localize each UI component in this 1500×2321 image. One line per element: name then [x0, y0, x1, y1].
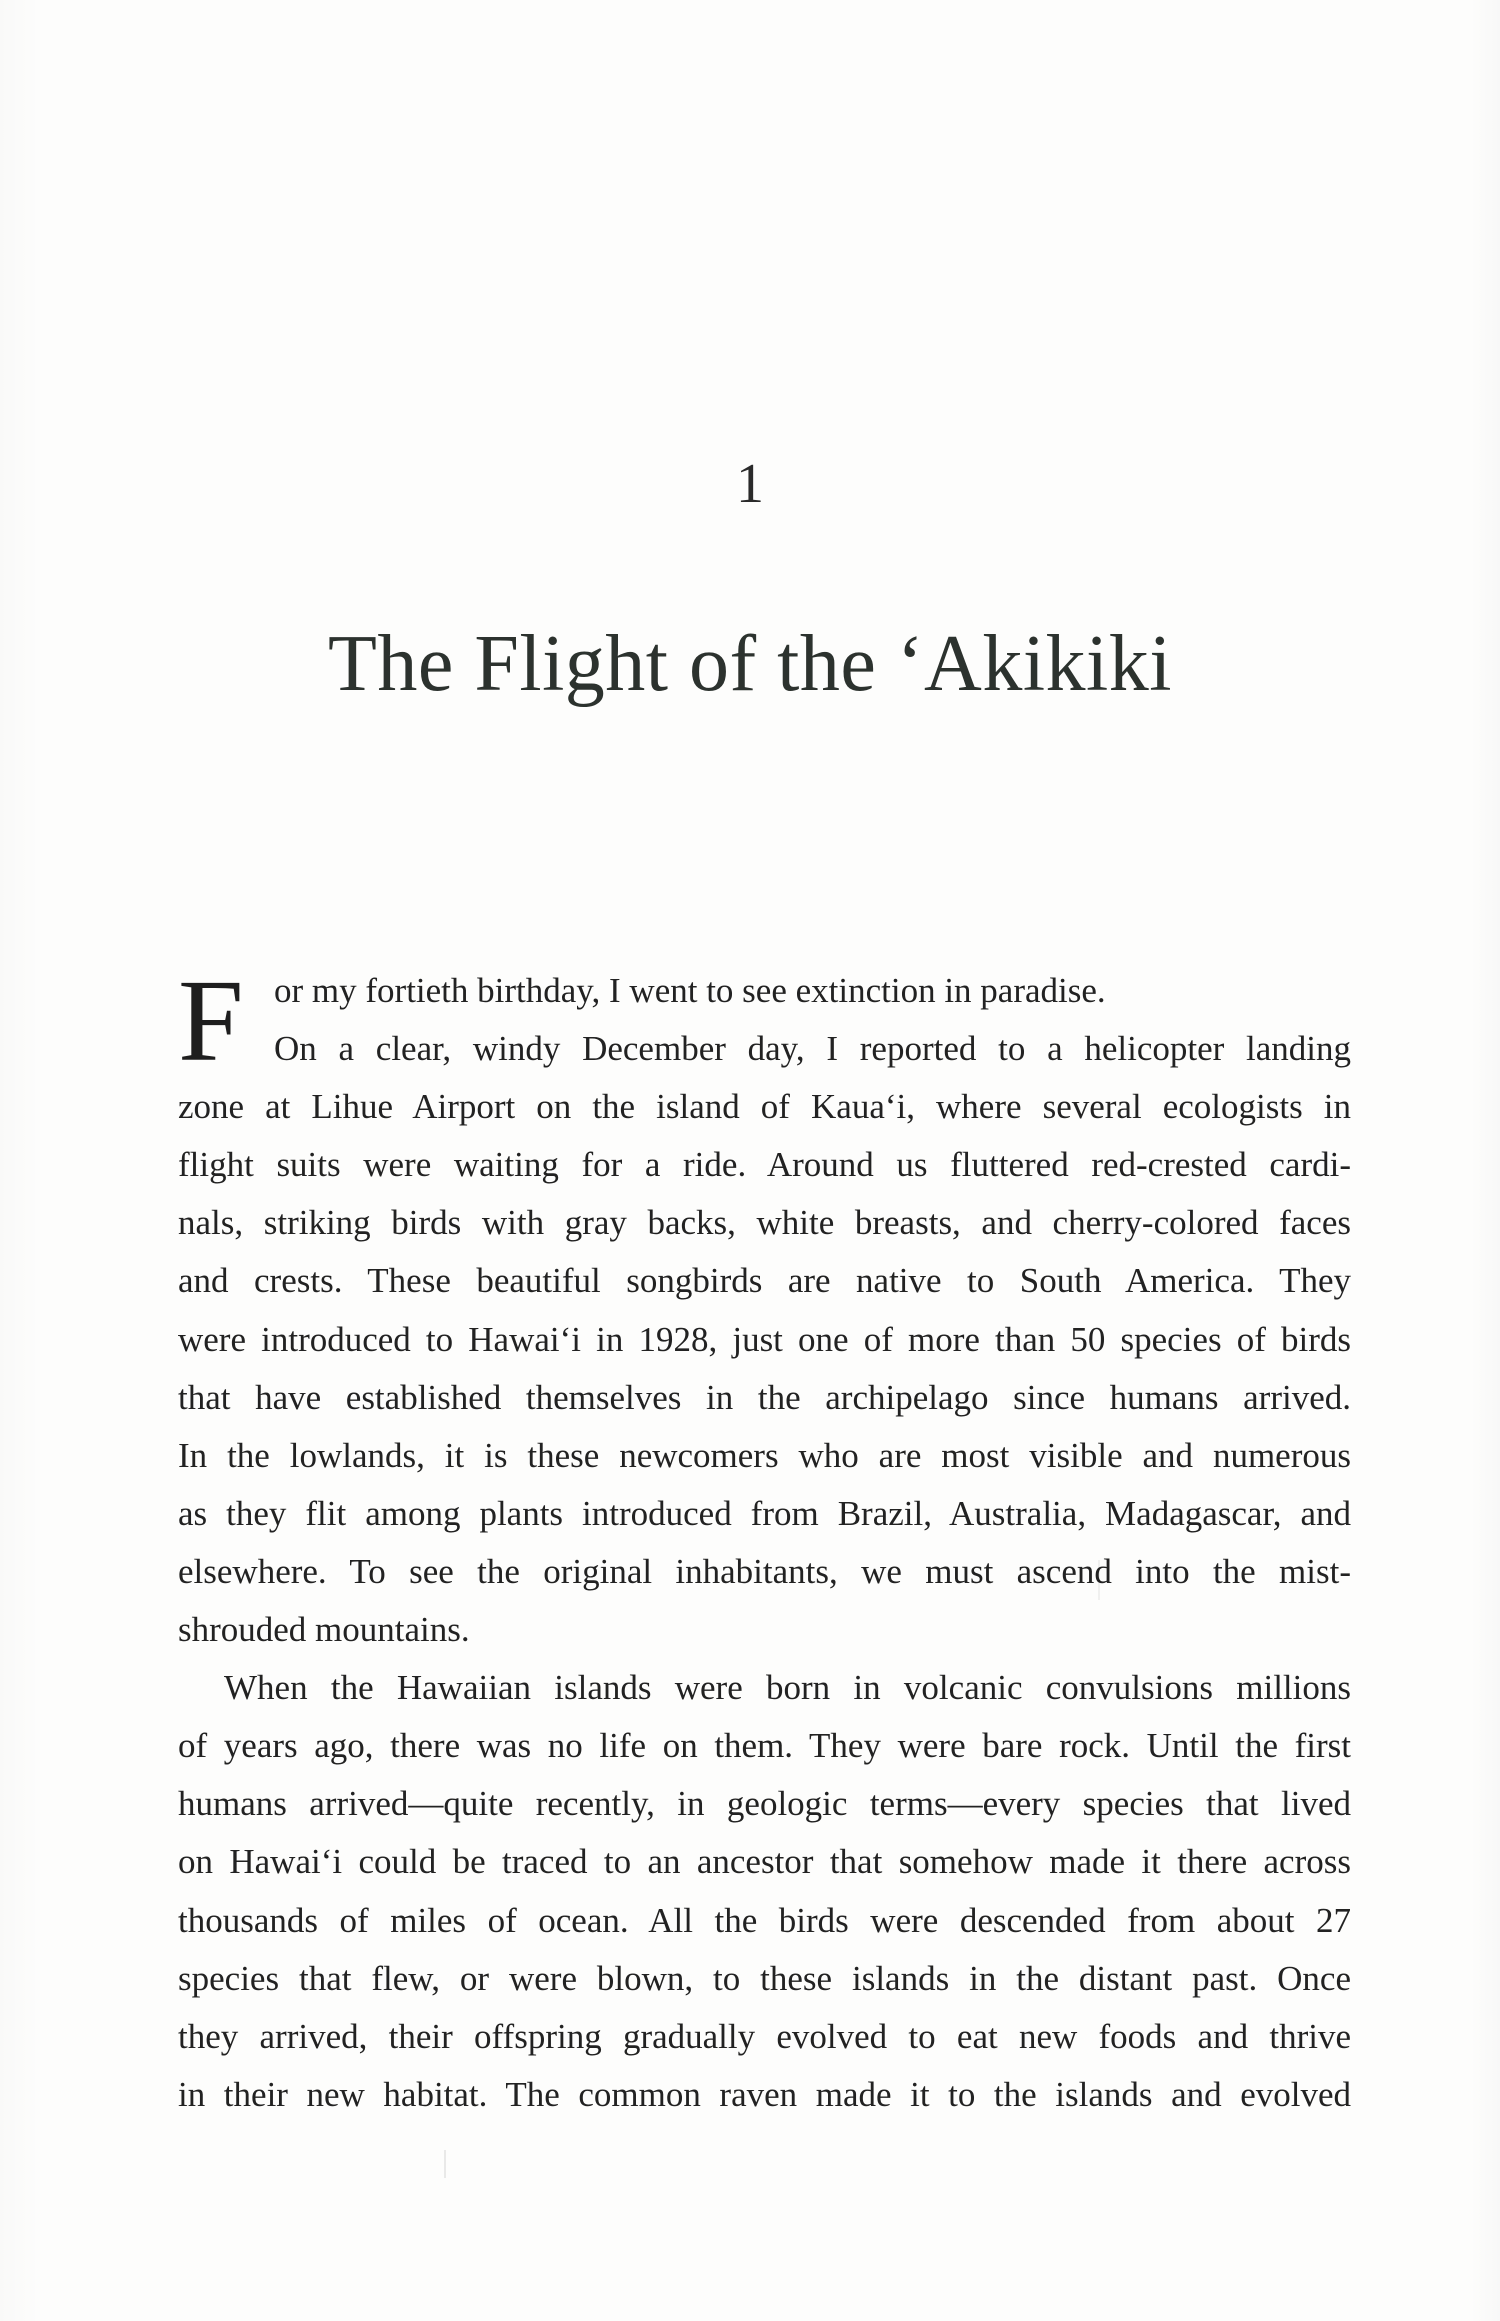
body-text	[178, 955, 1351, 2124]
text-line: they arrived, their offspring gradually evolved to eat new foods and thrive	[178, 2016, 1351, 2056]
text-line: flight suits were waiting for a ride. Around us fluttered red-crested cardi-	[178, 1145, 1351, 1185]
text-line: nals, striking birds with gray backs, white breasts, and cherry-colored faces	[178, 1203, 1351, 1243]
text-line: shrouded mountains.	[178, 1610, 470, 1650]
text-line: humans arrived—quite recently, in geologic terms—every species that lived	[178, 1784, 1351, 1824]
text-line: On a clear, windy December day, I reported to a helicopter landing	[274, 1029, 1351, 1069]
scan-speck	[444, 2150, 446, 2178]
text-line: that have established themselves in the archipelago since humans arrived.	[178, 1377, 1351, 1417]
chapter-number: 1	[736, 453, 764, 515]
text-line: or my fortieth birthday, I went to see extinction in paradise.	[274, 971, 1106, 1010]
text-line: elsewhere. To see the original inhabitants, we must ascend into the mist-	[178, 1551, 1351, 1591]
text-line: in their new habitat. The common raven made it to the islands and evolved	[178, 2074, 1351, 2114]
text-line: In the lowlands, it is these newcomers who are most visible and numerous	[178, 1435, 1351, 1475]
text-line: were introduced to Hawai‘i in 1928, just one of more than 50 species of birds	[178, 1319, 1351, 1359]
text-line: thousands of miles of ocean. All the birds were descended from about 27	[178, 1900, 1351, 1940]
drop-cap: F	[178, 955, 244, 1086]
text-line: and crests. These beautiful songbirds are native to South America. They	[178, 1261, 1351, 1301]
text-line: as they flit among plants introduced from Brazil, Australia, Madagascar, and	[178, 1493, 1351, 1533]
text-line: When the Hawaiian islands were born in volcanic convulsions millions	[224, 1668, 1351, 1708]
scan-speck	[1098, 1560, 1100, 1600]
text-line: on Hawai‘i could be traced to an ancestor that somehow made it there across	[178, 1842, 1351, 1882]
text-line: zone at Lihue Airport on the island of Kaua‘i, where several ecologists in	[178, 1087, 1351, 1127]
text-line: species that flew, or were blown, to these islands in the distant past. Once	[178, 1958, 1351, 1998]
text-line: of years ago, there was no life on them. They were bare rock. Until the first	[178, 1726, 1351, 1766]
chapter-title: The Flight of the ‘Akikiki	[327, 620, 1172, 708]
